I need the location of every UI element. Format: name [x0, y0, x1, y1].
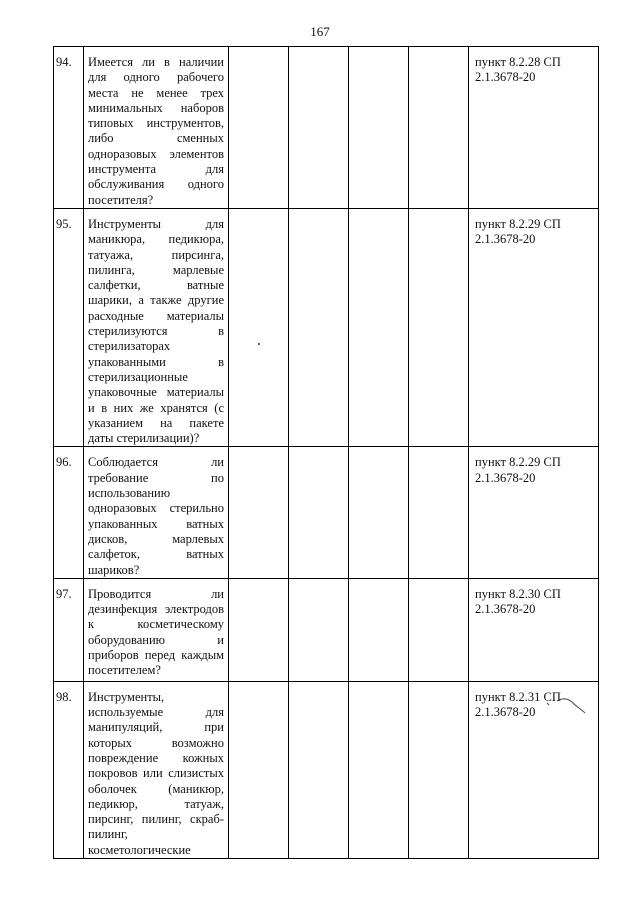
reference-cell — [469, 47, 599, 209]
row-number-cell — [54, 447, 84, 578]
table-row — [54, 578, 599, 681]
row-number-cell — [54, 47, 84, 209]
answer-cell-na[interactable] — [349, 681, 409, 858]
question-text: Соблюдается ли требование по использованию одноразовых стерильно упакованных ватных дисков, марлевых салфеток, ватных шариков? — [88, 455, 224, 577]
question-text: Инструменты, используемые для манипуляций, при которых возможно повреждение кожных покровов или слизистых оболочек (маникюр, педикюр, татуаж, пирсинг, пилинг, скраб-пилинг, косметологические — [88, 689, 224, 857]
question-cell — [84, 447, 229, 578]
checklist-table — [53, 46, 599, 859]
scan-speck — [258, 343, 260, 345]
table-row — [54, 447, 599, 578]
row-number-cell — [54, 578, 84, 681]
table-row — [54, 681, 599, 858]
answer-cell-yes[interactable] — [229, 208, 289, 446]
question-text: Имеется ли в наличии для одного рабочего места не менее трех минимальных наборов типовых инструментов, либо сменных одноразовых элементов инструмента для обслуживания одного посетителя? — [88, 55, 224, 207]
answer-cell-na[interactable] — [349, 578, 409, 681]
answer-cell-yes[interactable] — [229, 47, 289, 209]
answer-cell-na[interactable] — [349, 208, 409, 446]
reference-cell — [469, 578, 599, 681]
row-number: 98. — [56, 689, 72, 704]
reference-cell — [469, 447, 599, 578]
row-number: 94. — [56, 55, 72, 69]
row-number-cell — [54, 208, 84, 446]
answer-cell-no[interactable] — [289, 447, 349, 578]
answer-cell-note[interactable] — [409, 578, 469, 681]
answer-cell-no[interactable] — [289, 208, 349, 446]
reference-text: пункт 8.2.29 СП 2.1.3678-20 — [475, 216, 561, 247]
row-number: 96. — [56, 455, 72, 470]
question-text: Проводится ли дезинфекция электродов к косметическому оборудованию и приборов перед каждым посетителем? — [88, 586, 224, 678]
table-row — [54, 47, 599, 209]
answer-cell-no[interactable] — [289, 578, 349, 681]
row-number-cell — [54, 681, 84, 858]
reference-text: пункт 8.2.29 СП 2.1.3678-20 — [475, 455, 561, 485]
answer-cell-na[interactable] — [349, 447, 409, 578]
answer-cell-yes[interactable] — [229, 447, 289, 578]
row-number: 97. — [56, 586, 72, 601]
question-cell — [84, 47, 229, 209]
reference-text: пункт 8.2.28 СП 2.1.3678-20 — [475, 55, 561, 85]
reference-text: пункт 8.2.30 СП 2.1.3678-20 — [475, 586, 561, 617]
answer-cell-yes[interactable] — [229, 578, 289, 681]
answer-cell-no[interactable] — [289, 681, 349, 858]
question-cell — [84, 681, 229, 858]
reference-text: пункт 8.2.31 СП 2.1.3678-20 — [475, 689, 561, 720]
answer-cell-note[interactable] — [409, 681, 469, 858]
question-text: Инструменты для маникюра, педикюра, татуажа, пирсинга, пилинга, марлевые салфетки, ватные шарики, а также другие расходные материалы стерилизуются в стерилизаторах упакованными в стерилизационные упаковочные материалы и в них же хранятся (с указанием на пакете даты стерилизации)? — [88, 216, 224, 446]
page-number: 167 — [310, 24, 330, 39]
answer-cell-no[interactable] — [289, 47, 349, 209]
answer-cell-note[interactable] — [409, 447, 469, 578]
handwritten-mark-icon — [545, 693, 587, 715]
question-cell — [84, 208, 229, 446]
answer-cell-yes[interactable] — [229, 681, 289, 858]
table-row — [54, 208, 599, 446]
row-number: 95. — [56, 216, 72, 231]
reference-cell — [469, 208, 599, 446]
answer-cell-na[interactable] — [349, 47, 409, 209]
answer-cell-note[interactable] — [409, 208, 469, 446]
answer-cell-note[interactable] — [409, 47, 469, 209]
question-cell — [84, 578, 229, 681]
